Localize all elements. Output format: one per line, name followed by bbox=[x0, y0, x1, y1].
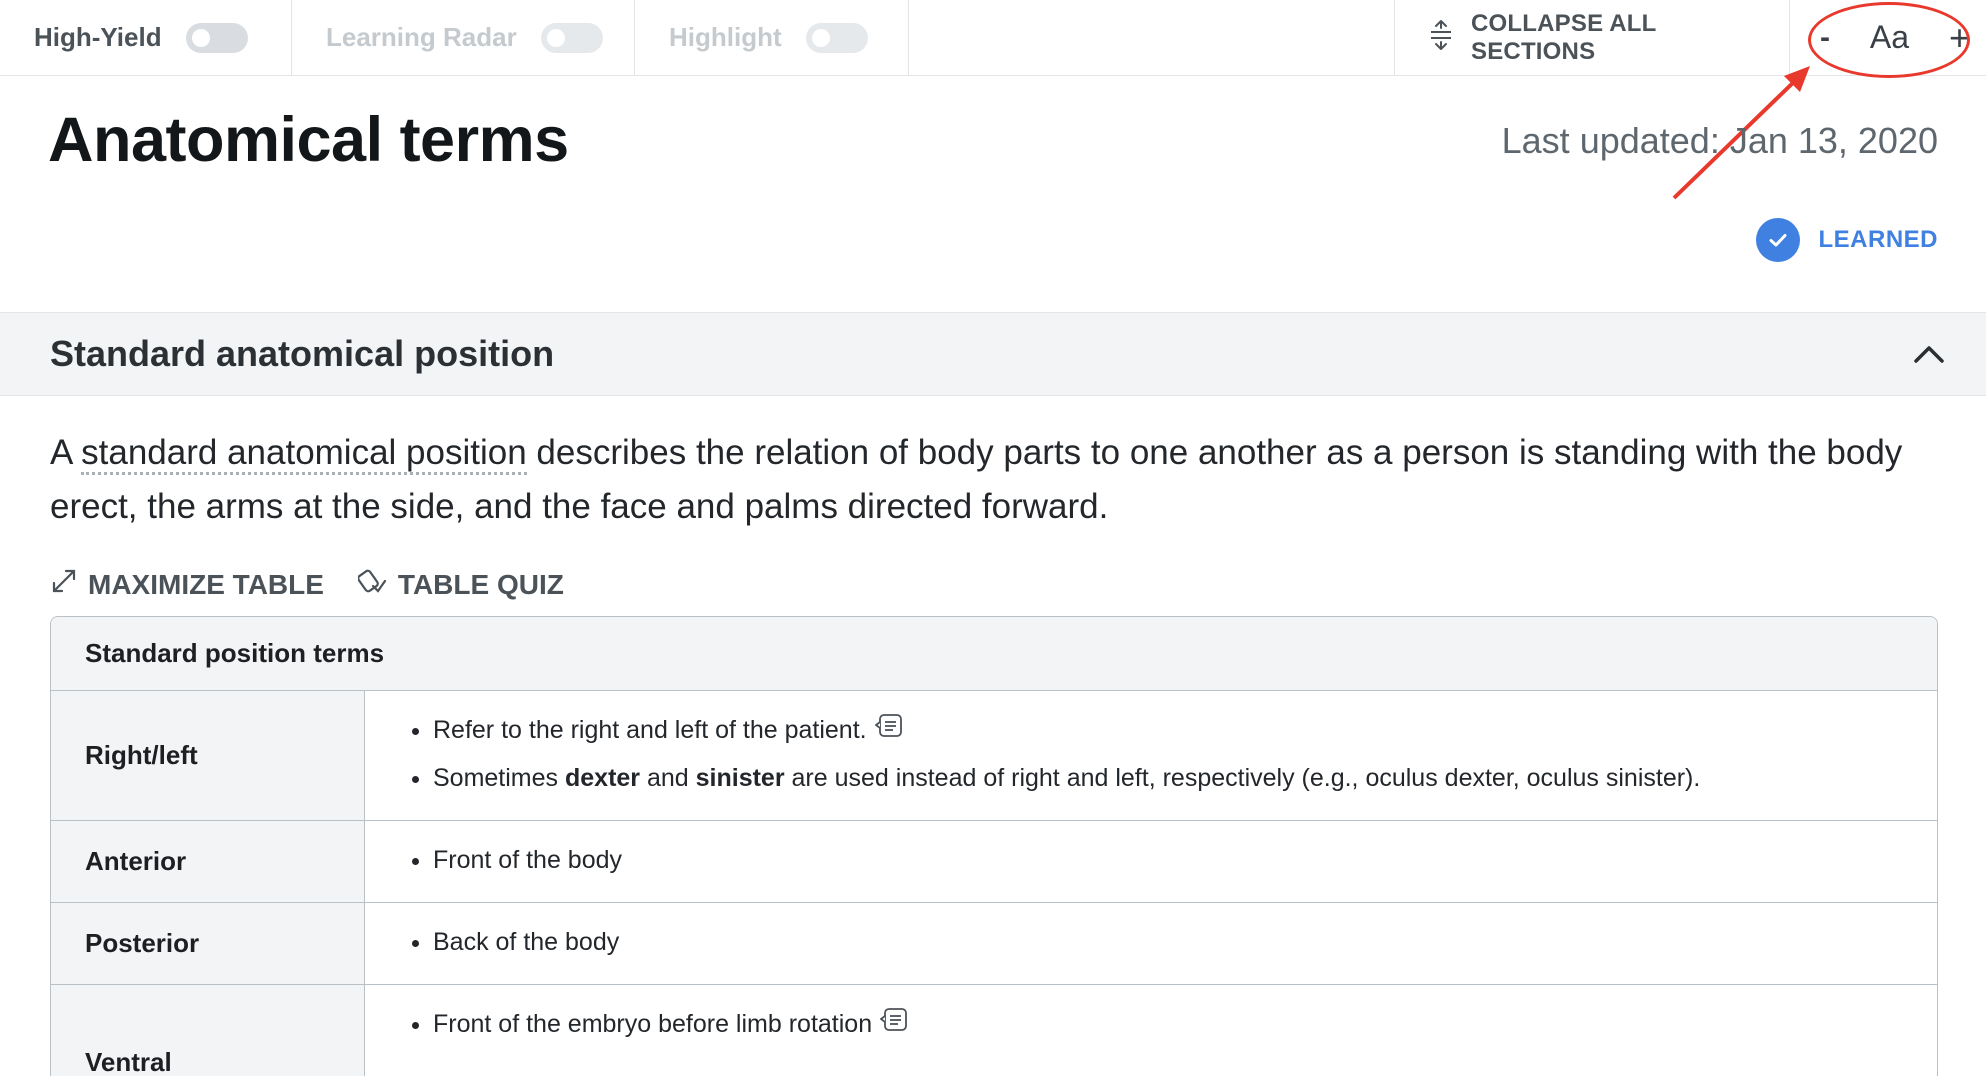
bold-term: sinister bbox=[695, 763, 785, 792]
note-icon[interactable] bbox=[880, 1002, 908, 1049]
glossary-term-link[interactable]: standard anatomical position bbox=[81, 433, 527, 475]
bullet-text: are used instead of right and left, respectively (e.g., oculus dexter, oculus sinister). bbox=[784, 763, 1701, 792]
toolbar-spacer bbox=[909, 0, 1394, 75]
bullet-text: Sometimes bbox=[433, 763, 565, 792]
font-size-label: Aa bbox=[1869, 19, 1910, 55]
font-increase-button[interactable]: + bbox=[1948, 16, 1970, 58]
list-item bbox=[433, 707, 1937, 755]
maximize-table-button[interactable] bbox=[50, 567, 324, 602]
toggle-high-yield[interactable] bbox=[0, 0, 292, 75]
table-quiz-label: TABLE QUIZ bbox=[397, 568, 564, 600]
row-term: Posterior bbox=[51, 903, 365, 984]
table-actions bbox=[50, 566, 598, 603]
section-intro bbox=[50, 426, 1940, 534]
switch-knob bbox=[547, 29, 565, 47]
switch-knob bbox=[192, 29, 210, 47]
table-quiz-button[interactable] bbox=[358, 566, 564, 603]
check-icon bbox=[1756, 218, 1800, 262]
maximize-icon bbox=[50, 567, 88, 602]
list-item bbox=[433, 755, 1937, 802]
intro-prefix: A bbox=[50, 433, 82, 472]
quiz-icon bbox=[358, 566, 398, 603]
row-term: Anterior bbox=[51, 821, 365, 902]
table-row bbox=[51, 985, 1937, 1076]
table-row bbox=[51, 821, 1937, 903]
note-icon[interactable] bbox=[875, 708, 903, 755]
toggle-switch[interactable] bbox=[186, 23, 248, 53]
maximize-table-label: MAXIMIZE TABLE bbox=[88, 568, 324, 600]
list-item: • Front of the body bbox=[433, 837, 1937, 884]
row-term: Ventral bbox=[51, 985, 365, 1076]
section-title: Standard anatomical position bbox=[50, 333, 555, 374]
row-term: Right/left bbox=[51, 691, 365, 820]
learned-label: LEARNED bbox=[1818, 226, 1938, 253]
toggle-highlight[interactable] bbox=[635, 0, 909, 75]
page-title: Anatomical terms bbox=[48, 105, 569, 175]
row-definition bbox=[365, 903, 1937, 984]
list-item: • Back of the body bbox=[433, 919, 1937, 966]
bullet-text: Front of the embryo before limb rotation bbox=[433, 1010, 873, 1038]
intro-rest: describes the relation of body parts to one another as a person is standing with the body erect, the arms at the side, and the face and palms directed forward. bbox=[50, 433, 1903, 526]
toggle-label: Learning Radar bbox=[326, 22, 517, 52]
bold-term: dexter bbox=[564, 763, 641, 792]
table-row bbox=[51, 903, 1937, 985]
terms-table bbox=[50, 616, 1938, 1076]
toggle-label: High-Yield bbox=[34, 22, 162, 52]
last-updated: Last updated: Jan 13, 2020 bbox=[1501, 120, 1938, 161]
toggle-switch[interactable] bbox=[806, 23, 868, 53]
row-definition bbox=[365, 821, 1937, 902]
table-row bbox=[51, 691, 1937, 821]
chevron-up-icon[interactable] bbox=[1912, 339, 1946, 374]
table-caption: Standard position terms bbox=[51, 617, 1937, 691]
toggle-switch[interactable] bbox=[541, 23, 603, 53]
bullet-text: and bbox=[640, 763, 696, 792]
row-definition bbox=[365, 691, 1937, 820]
bullet-text: Refer to the right and left of the patient. bbox=[433, 716, 867, 744]
font-decrease-button[interactable]: - bbox=[1820, 20, 1830, 54]
switch-knob bbox=[812, 29, 830, 47]
learned-button[interactable] bbox=[1756, 218, 1938, 262]
toggle-learning-radar[interactable] bbox=[292, 0, 635, 75]
toggle-label: Highlight bbox=[669, 22, 782, 52]
annotation-ellipse bbox=[1808, 2, 1970, 78]
collapse-all-label: COLLAPSE ALL SECTIONS bbox=[1471, 9, 1657, 65]
row-definition bbox=[365, 985, 1937, 1076]
section-header[interactable] bbox=[0, 312, 1986, 396]
list-item bbox=[433, 1001, 1937, 1049]
collapse-icon bbox=[1429, 19, 1453, 56]
